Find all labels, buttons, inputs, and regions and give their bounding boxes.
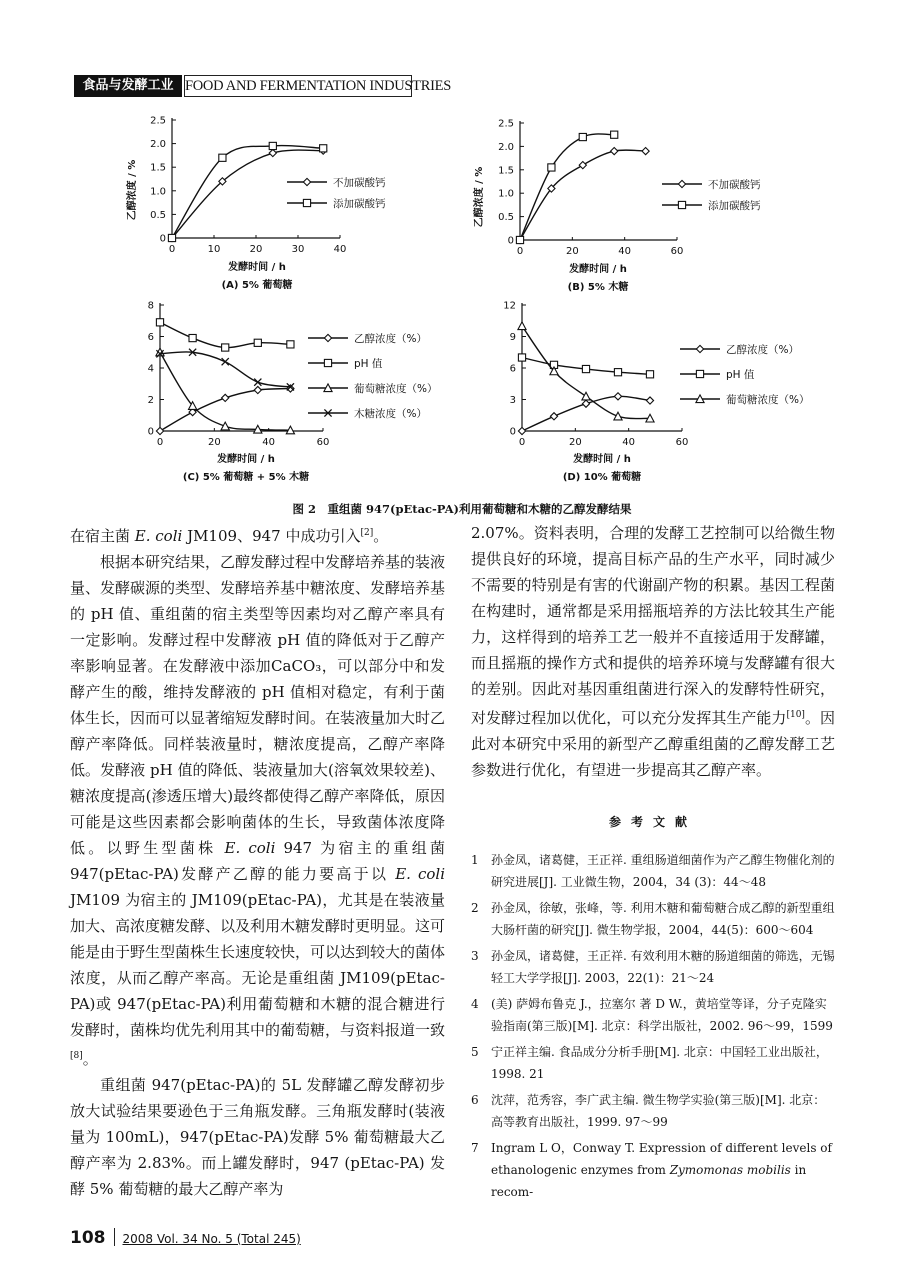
chart-a-series-1-point [269, 149, 276, 156]
chart-d-caption: (D) 10% 葡萄糖 [562, 472, 642, 483]
chart-d-series-3-point [582, 392, 590, 400]
y-tick-label: 6 [509, 363, 516, 375]
legend-marker [324, 334, 331, 341]
chart-c-series-2-point [287, 341, 294, 348]
y-tick-label: 1.5 [498, 165, 514, 177]
chart-panel-d [495, 298, 815, 490]
chart-c-series-4-point [222, 358, 229, 365]
chart-d-series-1-point [646, 397, 653, 404]
reference-number: 7 [471, 1141, 479, 1155]
footer-divider [114, 1228, 115, 1246]
chart-d-series-3-point [518, 322, 526, 330]
citation: [8] [70, 1051, 83, 1061]
x-tick-label: 60 [316, 437, 330, 448]
chart-b-caption: (B) 5% 木糖 [567, 282, 629, 293]
y-tick-label: 0.5 [498, 212, 514, 224]
chart-c-series-3-point [221, 422, 229, 430]
legend-label: 添加碳酸钙 [708, 200, 761, 212]
y-tick-label: 0 [147, 426, 154, 438]
chart-c-series-1-point [156, 427, 163, 434]
legend-marker [696, 345, 703, 352]
journal-name-cn: 食品与发酵工业 [74, 75, 182, 97]
y-tick-label: 0 [159, 233, 166, 245]
reference-item [471, 993, 835, 1037]
reference-item [471, 1041, 835, 1085]
reference-text: 孙金凤，诸葛健，王正祥. 有效利用木糖的肠道细菌的筛选，无锡轻工大学学报[J]. 2003，22(1)：21～24 [491, 949, 835, 985]
reference-number: 6 [471, 1093, 479, 1107]
chart-c-series-1-point [254, 386, 261, 393]
chart-c-series-4-point [254, 379, 261, 386]
chart-d-series-2-point [518, 354, 525, 361]
chart-c-series-2-point [156, 319, 163, 326]
reference-text: Ingram L O，Conway T. Expression of different levels of ethanologenic enzymes from [491, 1141, 832, 1177]
legend-marker [303, 178, 310, 185]
chart-a-series-2-point [219, 154, 226, 161]
reference-text: (美) 萨姆布鲁克 J.，拉塞尔 著 D W.，黄培堂等译，分子克隆实验指南(第三版)[M]. 北京：科学出版社，2002. 96～99，1599 [491, 997, 833, 1033]
references-heading: 参考文献 [608, 815, 697, 829]
x-tick-label: 0 [168, 244, 176, 255]
chart-d-series-1-point [582, 400, 589, 407]
chart-b-series-1-point [579, 162, 586, 169]
y-tick-label: 1.5 [150, 162, 166, 174]
x-tick-label: 60 [670, 246, 684, 257]
x-tick-label: 40 [618, 246, 632, 257]
legend-marker [678, 180, 685, 187]
chart-b-ylabel: 乙醇浓度 / % [474, 166, 485, 228]
x-tick-label: 40 [262, 437, 276, 448]
chart-b-xlabel: 发酵时间 / h [569, 264, 627, 275]
chart-c-series-2-point [254, 339, 261, 346]
legend-marker [696, 370, 703, 377]
x-tick-label: 10 [207, 244, 221, 255]
legend-label: pH 值 [354, 358, 383, 370]
y-tick-label: 8 [147, 300, 154, 312]
chart-a-xlabel: 发酵时间 / h [228, 262, 286, 273]
chart-b-series-2-line [520, 134, 614, 240]
x-tick-label: 30 [291, 244, 305, 255]
reference-text: 宁正祥主编. 食品成分分析手册[M]. 北京：中国轻工业出版社，1998. 21 [491, 1045, 828, 1081]
reference-text: 孙金凤，诸葛健，王正祥. 重组肠道细菌作为产乙醇生物催化剂的研究进展[J]. 工业微生物，2004，34 (3)：44～48 [491, 853, 835, 889]
chart-b-series-2-point [611, 131, 618, 138]
x-tick-label: 20 [565, 246, 579, 257]
page-number: 108 [70, 1228, 106, 1248]
reference-item: 7 Ingram L O，Conway T. Expression of different levels of ethanologenic enzymes from Zymomonas mobilis in recom- [471, 1137, 835, 1203]
chart-c-series-2-point [189, 334, 196, 341]
legend-label: 乙醇浓度（%） [354, 333, 427, 345]
chart-panel-c [130, 298, 470, 490]
reference-number: 4 [471, 997, 479, 1011]
chart-d-series-1-point [518, 427, 525, 434]
chart-a-series-2-point [269, 142, 276, 149]
y-tick-label: 9 [509, 332, 516, 343]
y-tick-label: 12 [503, 300, 516, 312]
reference-item [471, 945, 835, 989]
y-tick-label: 2.5 [150, 115, 166, 127]
paragraph: 根据本研究结果，乙醇发酵过程中发酵培养基的装液量、发酵碳源的类型、发酵培养基中糖浓度、发酵培养基的 pH 值、重组菌的宿主类型等因素均对乙醇产率具有一定影响。发酵过程中发酵液 pH 值的降低对于乙醇产率影响显著。在发酵液中添加CaCO₃，可以部分中和发酵产生的酸，维持发酵液的 pH 值相对稳定，有利于菌体生长，因而可以显著缩短发酵时间。在装液量加大时乙醇产率降低。同样装液量时，糖浓度提高，乙醇产率降低。发酵液 pH 值的降低、装液量加大(溶氧效果较差)、糖浓度提高(渗透压增大)最终都使得乙醇产率降低，原因可能是这些因素都会影响菌体的生长，导致菌体浓度降低。以野生型菌株 E. coli 947 为宿主的重组菌 947(pEtac-PA)发酵产乙醇的能力要高于以 E. coli JM109 为宿主的 JM109(pEtac-PA)，尤其是在装液量加大、高浓度糖发酵、以及利用木糖发酵时更明显。这可能是由于野生型菌株生长速度较快，可以达到较大的菌体浓度，从而乙醇产率高。无论是重组菌 JM109(pEtac-PA)或 947(pEtac-PA)利用葡萄糖和木糖的混合糖进行发酵时，菌株均优先利用其中的葡萄糖，与资料报道一致[8]。 [70, 553, 446, 1068]
legend-label: 乙醇浓度（%） [726, 344, 799, 356]
figure-caption: 图 2 重组菌 947(pEtac-PA)利用葡萄糖和木糖的乙醇发酵结果 [292, 502, 632, 516]
chart-c-series-1-point [222, 394, 229, 401]
body-left-column [70, 520, 445, 1202]
chart-panel-a [115, 110, 386, 300]
reference-number: 1 [471, 853, 479, 867]
citation: [2] [360, 528, 374, 538]
chart-d-series-1-point [550, 413, 557, 420]
legend-label: pH 值 [726, 369, 755, 381]
legend-label: 不加碳酸钙 [708, 179, 761, 191]
chart-c-series-2-point [222, 344, 229, 351]
body-right-column [471, 520, 835, 1207]
paragraph: 2.07%。资料表明，合理的发酵工艺控制可以给微生物提供良好的环境，提高目标产品的生产水平，同时减少不需要的特别是有害的代谢副产物的积累。基因工程菌在构建时，通常都是采用摇瓶培养的方法比较其生产能力，这样得到的培养工艺一般并不直接适用于发酵罐，而且摇瓶的操作方式和提供的培养环境与发酵罐有很大的差别。因此对基因重组菌进行深入的发酵特性研究，对发酵过程加以优化，可以充分发挥其生产能力[10]。因此对本研究中采用的新型产乙醇重组菌的乙醇发酵工艺参数进行优化，有望进一步提高其乙醇产率。 [471, 524, 835, 779]
legend-label: 葡萄糖浓度（%） [354, 383, 438, 395]
legend-marker [678, 201, 685, 208]
chart-a-series-2-point [320, 145, 327, 152]
chart-d-series-1-point [614, 393, 621, 400]
journal-name-en: FOOD AND FERMENTATION INDUSTRIES [184, 75, 412, 97]
y-tick-label: 2.5 [498, 118, 514, 130]
chart-a-caption: (A) 5% 葡萄糖 [221, 280, 293, 291]
y-tick-label: 4 [147, 363, 154, 375]
legend-marker [303, 199, 310, 206]
legend-label: 添加碳酸钙 [333, 198, 386, 210]
legend-label: 葡萄糖浓度（%） [726, 394, 810, 406]
x-tick-label: 20 [568, 437, 582, 448]
y-tick-label: 2 [147, 395, 154, 406]
reference-list [471, 849, 835, 1203]
chart-b-series-2-point [579, 133, 586, 140]
legend-marker [324, 359, 331, 366]
chart-b-series-1-point [611, 147, 618, 154]
reference-item [471, 897, 835, 941]
reference-text: 孙金凤，徐敏，张峰，等. 利用木糖和葡萄糖合成乙醇的新型重组大肠杆菌的研究[J]. 微生物学报，2004，44(5)：600～604 [491, 901, 835, 937]
chart-b-series-2-point [516, 236, 523, 243]
page-footer [70, 1228, 301, 1248]
chart-c-xlabel: 发酵时间 / h [217, 454, 275, 465]
reference-text: 沈萍，范秀容，李广武主编. 微生物学实验(第三版)[M]. 北京：高等教育出版社，1999. 97～99 [491, 1093, 826, 1129]
chart-c-series-3-line [160, 352, 290, 430]
y-tick-label: 1.0 [498, 188, 514, 200]
y-tick-label: 3 [509, 395, 516, 406]
x-tick-label: 20 [207, 437, 221, 448]
legend-label: 不加碳酸钙 [333, 177, 386, 189]
y-tick-label: 0 [507, 235, 514, 247]
chart-d-xlabel: 发酵时间 / h [573, 454, 631, 465]
x-tick-label: 0 [156, 437, 164, 448]
y-tick-label: 6 [147, 332, 154, 343]
chart-a-series-2-point [168, 234, 175, 241]
y-tick-label: 2.0 [150, 139, 166, 151]
legend-label: 木糖浓度（%） [354, 408, 427, 420]
chart-d-series-2-point [582, 365, 589, 372]
chart-b-series-2-point [548, 164, 555, 171]
chart-a-series-2-line [172, 146, 323, 238]
reference-number: 2 [471, 901, 479, 915]
reference-item [471, 1089, 835, 1133]
x-tick-label: 20 [249, 244, 263, 255]
reference-item [471, 849, 835, 893]
y-tick-label: 0.5 [150, 209, 166, 221]
chart-c-caption: (C) 5% 葡萄糖 + 5% 木糖 [182, 472, 310, 483]
reference-number: 3 [471, 949, 479, 963]
x-tick-label: 0 [518, 437, 526, 448]
reference-number: 5 [471, 1045, 479, 1059]
x-tick-label: 0 [516, 246, 524, 257]
chart-b-series-1-point [642, 147, 649, 154]
citation: [10] [786, 710, 805, 720]
x-tick-label: 60 [675, 437, 689, 448]
paragraph-continuation: 在宿主菌 E. coli JM109、947 中成功引入[2]。 [70, 527, 389, 545]
chart-a-ylabel: 乙醇浓度 / % [127, 159, 138, 221]
y-tick-label: 2.0 [498, 141, 514, 153]
volume-info: 2008 Vol. 34 No. 5 (Total 245) [122, 1232, 301, 1246]
chart-d-series-3-point [614, 412, 622, 420]
chart-a-series-1-line [172, 150, 323, 238]
paragraph: 重组菌 947(pEtac-PA)的 5L 发酵罐乙醇发酵初步放大试验结果要逊色于三角瓶发酵。三角瓶发酵时(装液量为 100mL)，947(pEtac-PA)发酵 5% 葡萄糖最大乙醇产率为 2.83%。而上罐发酵时，947 (pEtac-PA) 发酵 5% 葡萄糖的最大乙醇产率为 [70, 1076, 445, 1198]
chart-d-series-2-point [614, 369, 621, 376]
chart-d-series-2-point [646, 371, 653, 378]
x-tick-label: 40 [622, 437, 636, 448]
y-tick-label: 0 [509, 426, 516, 438]
y-tick-label: 1.0 [150, 186, 166, 198]
chart-panel-b [460, 112, 780, 302]
chart-c-series-4-line [160, 352, 290, 387]
x-tick-label: 40 [333, 244, 347, 255]
